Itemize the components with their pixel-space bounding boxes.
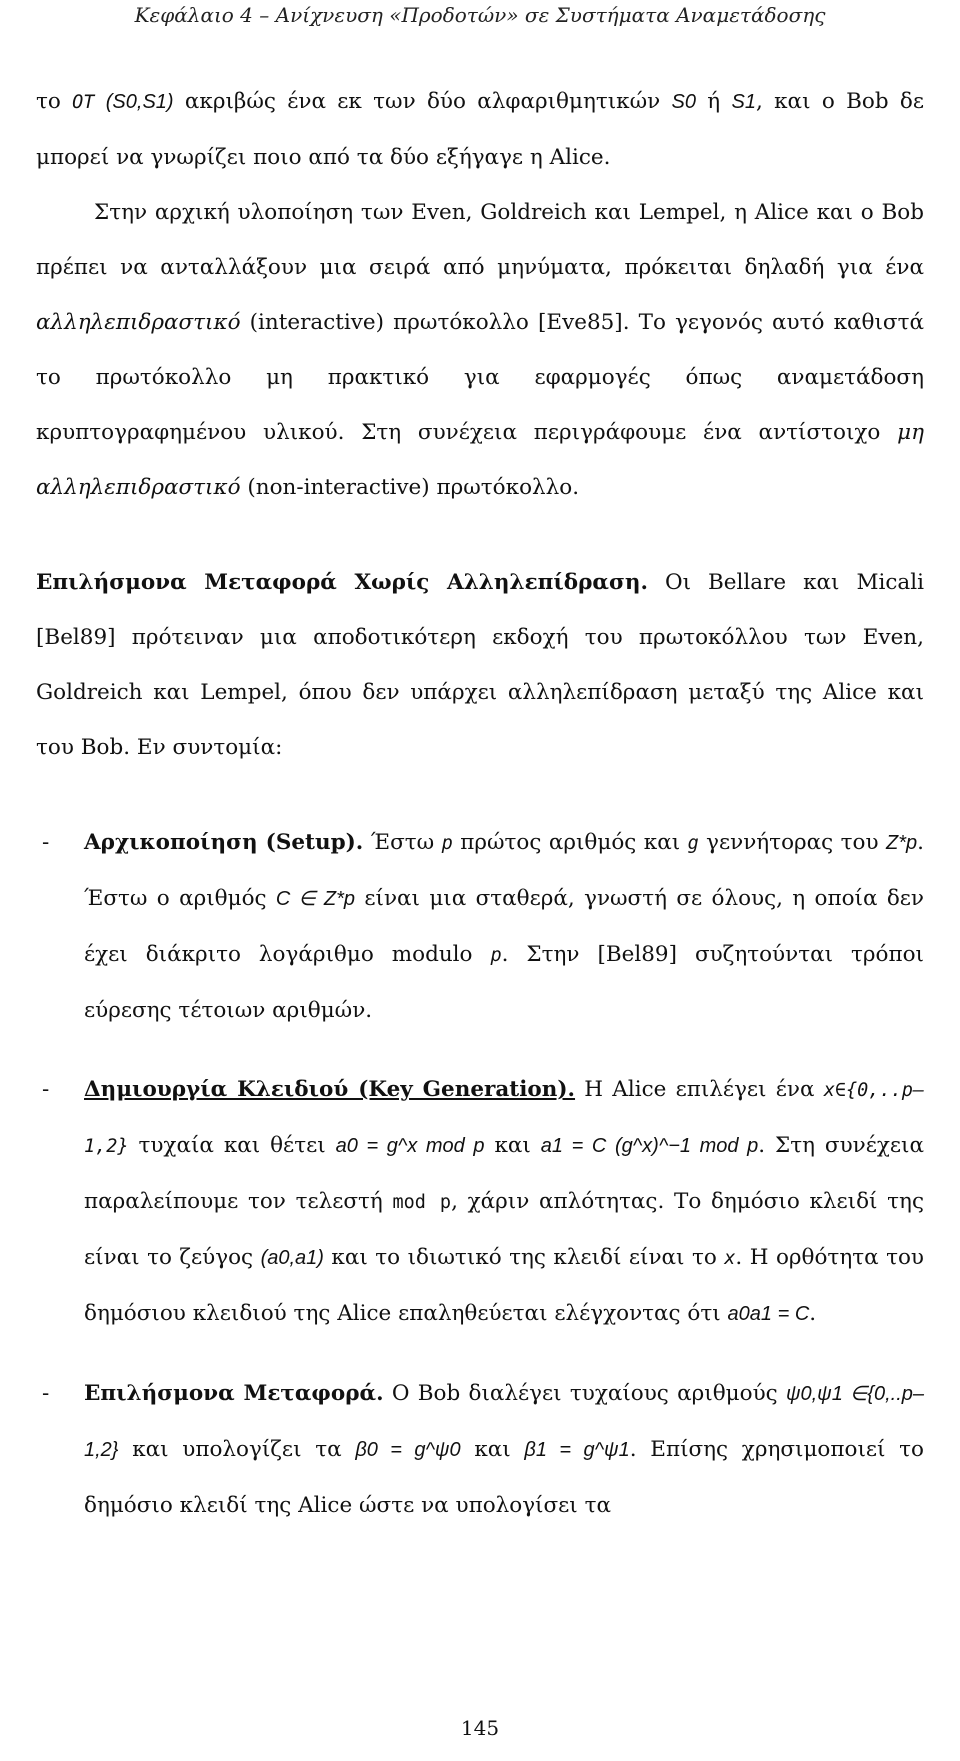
text: γεννήτορας του	[698, 830, 887, 855]
math-a0: a0 = g^x mod p	[335, 1135, 485, 1157]
item-title: Επιλήσμονα Μεταφορά.	[84, 1381, 384, 1406]
paragraph-ot-intro	[36, 74, 924, 185]
text: . Στην [Bel89] συζητούνται τρόποι εύρεσης τέτοιων αριθμών.	[84, 942, 924, 1023]
math-check: a0a1 = C	[727, 1303, 810, 1325]
text: και	[460, 1437, 525, 1462]
text: ή	[695, 89, 732, 114]
math-p: p	[490, 945, 502, 966]
math-a1: a1 = C (g^x)^−1 mod p	[540, 1135, 759, 1157]
list-dash: -	[42, 830, 50, 855]
math-g: g	[687, 833, 699, 854]
math-psi: ψ0,ψ1 ∈{0,..p–1,2}	[84, 1383, 924, 1461]
math-x: x	[724, 1248, 736, 1269]
text: Ο Bob διαλέγει τυχαίους αριθμούς	[383, 1381, 786, 1406]
text: (interactive) πρωτόκολλο [Eve85]. Το γεγονός αυτό καθιστά το πρωτόκολλο μη πρακτικό για εφαρμογές όπως αναμετάδοση κρυπτογραφημένου υλικού. Στη συνέχεια περιγράφουμε ένα αντίστοιχο	[36, 310, 924, 445]
text: . Στη συνέχεια παραλείπουμε τον τελεστή	[84, 1133, 924, 1214]
page-number: 145	[460, 1716, 500, 1740]
text: ακριβώς ένα εκ των δύο αλφαριθμητικών	[173, 89, 672, 114]
text: .	[809, 1301, 817, 1326]
math-s1: S1	[731, 91, 756, 113]
math-s0: S0	[671, 91, 696, 113]
math-c-in-zp: C ∈ Z*p	[275, 888, 356, 910]
math-x-range: x∈{0,..p–1,2}	[84, 1080, 924, 1157]
item-title: Δημιουργία Κλειδιού (Key Generation).	[84, 1077, 576, 1102]
text: Η Alice επιλέγει ένα	[575, 1077, 824, 1102]
math-ot: OT	[72, 92, 95, 113]
text: Έστω	[363, 830, 442, 855]
list-item-setup	[36, 815, 924, 1038]
paragraph-non-interactive	[36, 555, 924, 775]
text: . Επίσης χρησιμοποιεί το δημόσιο κλειδί της Alice ώστε να υπολογίσει τα	[84, 1437, 924, 1518]
text: είναι μια σταθερά, γνωστή σε όλους, η οποία δεν έχει διάκριτο λογάριθμο modulo	[84, 886, 924, 967]
text: (non-interactive) πρωτόκολλο.	[240, 475, 580, 500]
text: και	[484, 1133, 541, 1158]
text: τυχαία και θέτει	[128, 1133, 336, 1158]
math-beta0: β0 = g^ψ0	[355, 1439, 461, 1461]
text: και υπολογίζει τα	[118, 1437, 356, 1462]
text: . Η ορθότητα του δημόσιου κλειδιού της Alice επαληθεύεται ελέγχοντας ότι	[84, 1245, 925, 1326]
math-beta1: β1 = g^ψ1	[524, 1439, 630, 1461]
math-p: p	[441, 833, 453, 854]
math-pair-a: (a0,a1)	[260, 1247, 324, 1269]
emphasis: αλληλεπιδραστικό	[36, 310, 241, 335]
math-mod-p: mod p	[392, 1192, 452, 1213]
text: Στην αρχική υλοποίηση των Even, Goldreich και Lempel, η Alice και ο Bob πρέπει να ανταλλάξουν μια σειρά από μηνύματα, πρόκειται δηλαδή για ένα	[36, 200, 924, 280]
list-item-key-generation	[36, 1062, 924, 1342]
page-body	[36, 74, 924, 1533]
section-heading: Επιλήσμονα Μεταφορά Χωρίς Αλληλεπίδραση.	[36, 570, 648, 595]
list-item-oblivious-transfer	[36, 1366, 924, 1533]
text: , χάριν απλότητας. Το δημόσιο κλειδί της είναι το ζεύγος	[84, 1189, 924, 1270]
list-dash: -	[42, 1077, 50, 1102]
text: και το ιδιωτικό της κλειδί είναι το	[323, 1245, 725, 1270]
math-zp: Z*p	[886, 832, 918, 854]
list-dash: -	[42, 1381, 50, 1406]
math-pair-s: (S0,S1)	[105, 91, 174, 113]
emphasis: μη αλληλεπιδραστικό	[36, 420, 924, 500]
text: , και ο Bob δε μπορεί να γνωρίζει ποιο από τα δύο εξήγαγε η Alice.	[36, 89, 924, 170]
running-header: Κεφάλαιο 4 – Ανίχνευση «Προδοτών» σε Συστήματα Αναμετάδοσης	[134, 3, 826, 27]
item-title: Αρχικοποίηση (Setup).	[84, 830, 364, 855]
text: πρώτος αριθμός και	[452, 830, 688, 855]
text: το	[36, 89, 73, 114]
paragraph-egl-original	[36, 185, 924, 515]
text: . Έστω ο αριθμός	[84, 830, 924, 911]
text: Οι Bellare και Micali [Bel89] πρότειναν μια αποδοτικότερη εκδοχή του πρωτοκόλλου των Even, Goldreich και Lempel, όπου δεν υπάρχει αλληλεπίδραση μεταξύ της Alice και του Bob. Εν συντομία:	[36, 570, 924, 760]
